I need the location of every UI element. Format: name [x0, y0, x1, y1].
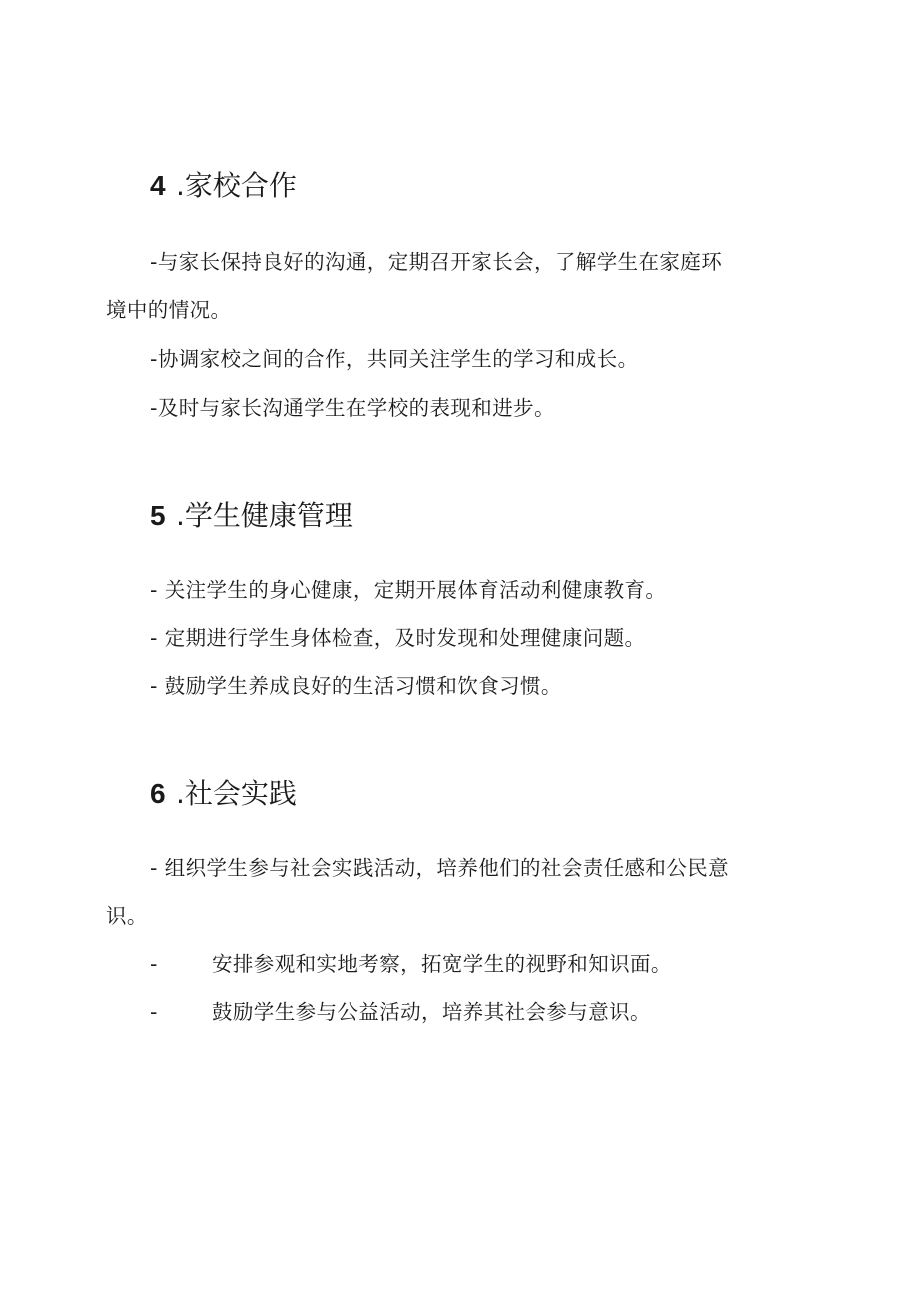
list-item-text: 组织学生参与社会实践活动，培养他们的社会责任感和公民意: [164, 856, 730, 880]
list-item-text: 及时与家长沟通学生在学校的表现和进步。: [157, 396, 555, 420]
list-item: [150, 614, 645, 662]
list-item-text: 协调家校之间的合作，共同关注学生的学习和成长。: [157, 347, 639, 371]
list-item-text: 关注学生的身心健康，定期开展体育活动利健康教育。: [164, 578, 667, 602]
section-heading-5: [150, 498, 353, 534]
list-item: [150, 566, 666, 614]
section-number: 4: [150, 170, 166, 201]
section-title: .学生健康管理: [176, 499, 353, 532]
bullet-dash: -: [150, 347, 158, 371]
bullet-dash: -: [150, 1000, 158, 1024]
bullet-dash: -: [150, 626, 165, 650]
list-item: [150, 335, 639, 383]
list-item: [150, 384, 555, 432]
list-item-text: 安排参观和实地考察，拓宽学生的视野和知识面。: [212, 952, 672, 976]
list-item-text: 定期进行学生身体检查，及时发现和处理健康问题。: [164, 626, 646, 650]
list-item-text: 与家长保持良好的沟通，定期召开家长会，了解学生在家庭环: [157, 250, 723, 274]
bullet-dash: -: [150, 674, 165, 698]
bullet-dash: -: [150, 396, 158, 420]
section-heading-6: [150, 776, 297, 812]
list-item-continuation: 境中的情况。: [106, 298, 232, 322]
bullet-dash: -: [150, 578, 165, 602]
bullet-dash: -: [150, 250, 158, 274]
list-item: [150, 988, 651, 1036]
section-heading-4: [150, 168, 297, 204]
section-title: .家校合作: [176, 169, 297, 202]
section-number: 5: [150, 500, 166, 531]
bullet-dash: -: [150, 856, 165, 880]
bullet-dash: -: [150, 952, 158, 976]
list-item: [150, 844, 729, 892]
list-item: [150, 940, 672, 988]
section-title: .社会实践: [176, 777, 297, 810]
section-number: 6: [150, 778, 166, 809]
list-item-text: 鼓励学生养成良好的生活习惯和饮食习惯。: [164, 674, 562, 698]
list-item-text: 鼓励学生参与公益活动，培养其社会参与意识。: [212, 1000, 651, 1024]
list-item: [150, 238, 722, 286]
list-item: [150, 662, 562, 710]
list-item-continuation: 识。: [106, 904, 148, 928]
